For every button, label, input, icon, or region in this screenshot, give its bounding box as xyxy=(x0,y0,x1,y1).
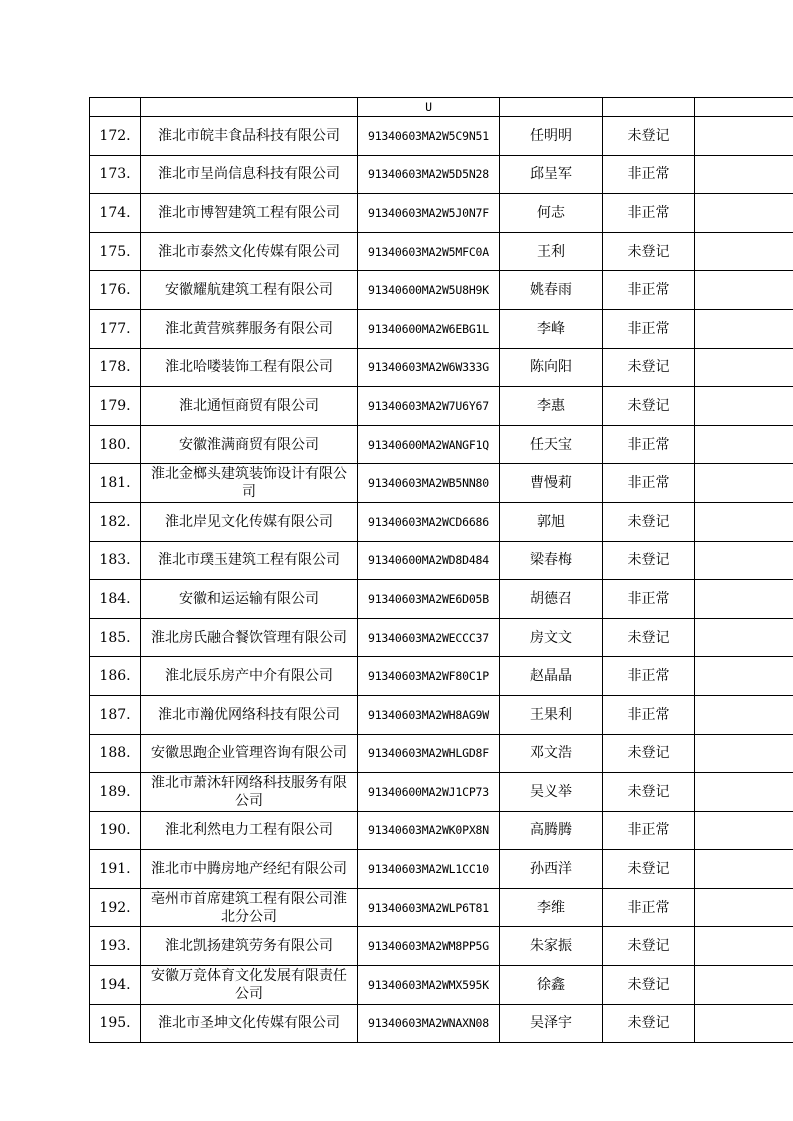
table-row xyxy=(90,850,793,889)
cell-credit-code-text: 91340603MA2W6W333G xyxy=(367,360,490,375)
cell-legal-person-text: 何志 xyxy=(537,204,565,221)
cell-extra xyxy=(695,773,793,812)
cell-extra xyxy=(695,966,793,1005)
cell-status xyxy=(603,695,695,734)
cell-legal-person xyxy=(500,348,603,387)
cell-status-text: 未登记 xyxy=(627,783,670,800)
cell-number-text: 175. xyxy=(99,243,131,260)
cell-credit-code-text: 91340603MA2WHLGD8F xyxy=(367,746,490,761)
cell-credit-code-text: 91340600MA2WJ1CP73 xyxy=(367,784,490,799)
cell-legal-person xyxy=(500,502,603,541)
cell-extra xyxy=(695,387,793,426)
cell-credit-code-text: 91340603MA2WB5NN80 xyxy=(367,476,490,491)
cell-status-text: 未登记 xyxy=(627,745,670,762)
cell-credit-code-text: 91340603MA2WE6D05B xyxy=(367,591,490,606)
cell-company-name-text: 淮北金榔头建筑装饰设计有限公司 xyxy=(151,466,347,501)
cell-company-name-text: 安徽思跑企业管理咨询有限公司 xyxy=(151,745,347,762)
cell-company-name-text: 淮北市圣坤文化传媒有限公司 xyxy=(158,1015,340,1032)
cell-number-text: 172. xyxy=(99,127,131,144)
cell-status-text: 未登记 xyxy=(627,552,670,569)
cell-status xyxy=(603,811,695,850)
cell-number-text: 184. xyxy=(99,590,131,607)
cell-legal-person xyxy=(500,117,603,156)
cell-legal-person xyxy=(500,155,603,194)
cell-status xyxy=(603,271,695,310)
cell-extra xyxy=(695,502,793,541)
cell-status xyxy=(603,773,695,812)
table-row xyxy=(90,464,793,503)
cell-credit-code-text: 91340603MA2W5MFC0A xyxy=(367,244,490,259)
cell-number-text: 185. xyxy=(99,629,131,646)
cell-number-text: 195. xyxy=(99,1015,131,1032)
cell-legal-person-text: 梁春梅 xyxy=(530,552,572,569)
cell-credit-code xyxy=(358,271,500,310)
cell-company-name-text: 淮北市泰然文化传媒有限公司 xyxy=(158,243,340,260)
cell-legal-person-text: 房文文 xyxy=(530,629,572,646)
cell-number-text: 173. xyxy=(99,166,131,183)
cell-status xyxy=(603,888,695,927)
cell-credit-code-text: 91340600MA2W5U8H9K xyxy=(367,283,490,298)
cell-status xyxy=(603,541,695,580)
cell-credit-code xyxy=(358,850,500,889)
cell-legal-person-text: 郭旭 xyxy=(537,513,565,530)
cell-status xyxy=(603,502,695,541)
cell-company-name-text: 淮北黄营殡葬服务有限公司 xyxy=(165,320,333,337)
cell-number xyxy=(90,464,141,503)
cell-number xyxy=(90,98,141,117)
cell-credit-code xyxy=(358,309,500,348)
cell-credit-code-text: 91340603MA2WLP6T81 xyxy=(367,900,490,915)
cell-number-text: 194. xyxy=(99,976,131,993)
cell-company-name-text: 淮北岸见文化传媒有限公司 xyxy=(165,513,333,530)
cell-extra xyxy=(695,850,793,889)
cell-legal-person-text: 高腾腾 xyxy=(530,822,572,839)
cell-credit-code xyxy=(358,657,500,696)
continuation-row xyxy=(90,98,793,117)
cell-credit-code xyxy=(358,98,500,117)
cell-legal-person-text: 王利 xyxy=(537,243,565,260)
cell-status-text: 未登记 xyxy=(627,243,670,260)
cell-legal-person xyxy=(500,425,603,464)
cell-legal-person-text: 邱呈军 xyxy=(530,166,572,183)
cell-legal-person xyxy=(500,387,603,426)
cell-legal-person xyxy=(500,618,603,657)
cell-company-name-text: 淮北凯扬建筑劳务有限公司 xyxy=(165,938,333,955)
cell-extra xyxy=(695,927,793,966)
table-row xyxy=(90,117,793,156)
cell-status xyxy=(603,425,695,464)
cell-legal-person-text: 邓文浩 xyxy=(530,745,572,762)
cell-company-name xyxy=(141,309,358,348)
cell-extra xyxy=(695,734,793,773)
cell-company-name xyxy=(141,580,358,619)
cell-status-text: 非正常 xyxy=(627,320,670,337)
cell-status-text: 未登记 xyxy=(627,938,670,955)
cell-legal-person xyxy=(500,232,603,271)
table-row xyxy=(90,927,793,966)
cell-credit-code xyxy=(358,464,500,503)
cell-company-name xyxy=(141,271,358,310)
cell-legal-person xyxy=(500,850,603,889)
cell-status-text: 未登记 xyxy=(627,127,670,144)
cell-number xyxy=(90,734,141,773)
cell-legal-person xyxy=(500,927,603,966)
cell-status xyxy=(603,464,695,503)
cell-company-name xyxy=(141,98,358,117)
cell-status-text: 未登记 xyxy=(627,359,670,376)
table-body xyxy=(90,98,793,1043)
cell-status-text: 非正常 xyxy=(627,282,670,299)
cell-number xyxy=(90,888,141,927)
table-row xyxy=(90,734,793,773)
cell-company-name xyxy=(141,695,358,734)
cell-company-name-text: 亳州市首席建筑工程有限公司淮北分公司 xyxy=(151,890,347,925)
cell-legal-person xyxy=(500,734,603,773)
cell-legal-person xyxy=(500,657,603,696)
cell-status-text: 非正常 xyxy=(627,822,670,839)
cell-status xyxy=(603,927,695,966)
cell-legal-person xyxy=(500,888,603,927)
cell-credit-code xyxy=(358,232,500,271)
cell-status xyxy=(603,348,695,387)
cell-company-name-text: 淮北房氏融合餐饮管理有限公司 xyxy=(151,629,347,646)
cell-company-name-text: 淮北利然电力工程有限公司 xyxy=(165,822,333,839)
cell-legal-person-text: 李惠 xyxy=(537,397,565,414)
cell-credit-code xyxy=(358,541,500,580)
cell-company-name-text: 安徽万竞体育文化发展有限责任公司 xyxy=(151,967,347,1002)
cell-company-name-text: 安徽和运运输有限公司 xyxy=(179,590,319,607)
table-row xyxy=(90,271,793,310)
cell-legal-person-text: 赵晶晶 xyxy=(530,668,572,685)
cell-credit-code-text: 91340603MA2WK0PX8N xyxy=(367,823,490,838)
cell-number xyxy=(90,657,141,696)
cell-legal-person-text: 吴泽宇 xyxy=(530,1015,572,1032)
cell-status-text: 非正常 xyxy=(627,899,670,916)
cell-company-name xyxy=(141,1004,358,1043)
credit-code-tail: U xyxy=(425,100,432,114)
cell-legal-person-text: 胡德召 xyxy=(530,590,572,607)
cell-company-name-text: 淮北哈喽装饰工程有限公司 xyxy=(165,359,333,376)
cell-extra xyxy=(695,580,793,619)
cell-number xyxy=(90,194,141,233)
cell-legal-person-text: 曹慢莉 xyxy=(530,475,572,492)
cell-status xyxy=(603,117,695,156)
cell-credit-code xyxy=(358,695,500,734)
cell-status xyxy=(603,98,695,117)
cell-number xyxy=(90,425,141,464)
cell-credit-code-text: 91340603MA2WH8AG9W xyxy=(367,707,490,722)
cell-credit-code xyxy=(358,194,500,233)
cell-status-text: 未登记 xyxy=(627,397,670,414)
cell-number xyxy=(90,927,141,966)
cell-legal-person xyxy=(500,695,603,734)
cell-company-name xyxy=(141,232,358,271)
cell-status xyxy=(603,657,695,696)
cell-company-name-text: 淮北市璞玉建筑工程有限公司 xyxy=(158,552,340,569)
company-registry-table xyxy=(89,97,793,1043)
cell-credit-code-text: 91340600MA2W6EBG1L xyxy=(367,321,490,336)
cell-company-name-text: 淮北市博智建筑工程有限公司 xyxy=(158,204,340,221)
cell-number xyxy=(90,387,141,426)
cell-company-name xyxy=(141,425,358,464)
cell-extra xyxy=(695,464,793,503)
cell-number xyxy=(90,1004,141,1043)
cell-status-text: 非正常 xyxy=(627,668,670,685)
cell-extra xyxy=(695,117,793,156)
cell-company-name xyxy=(141,155,358,194)
cell-company-name-text: 安徽淮满商贸有限公司 xyxy=(179,436,319,453)
cell-company-name-text: 安徽耀航建筑工程有限公司 xyxy=(165,282,333,299)
cell-credit-code xyxy=(358,117,500,156)
table-row xyxy=(90,232,793,271)
cell-extra xyxy=(695,155,793,194)
cell-number xyxy=(90,502,141,541)
cell-legal-person-text: 徐鑫 xyxy=(537,976,565,993)
cell-extra xyxy=(695,194,793,233)
cell-extra xyxy=(695,695,793,734)
cell-credit-code-text: 91340600MA2WANGF1Q xyxy=(367,437,490,452)
cell-credit-code xyxy=(358,966,500,1005)
cell-company-name-text: 淮北市呈尚信息科技有限公司 xyxy=(158,166,340,183)
cell-number xyxy=(90,618,141,657)
cell-status xyxy=(603,155,695,194)
cell-extra xyxy=(695,1004,793,1043)
cell-status xyxy=(603,309,695,348)
cell-number-text: 182. xyxy=(99,513,131,530)
table-row xyxy=(90,695,793,734)
cell-status xyxy=(603,232,695,271)
cell-status-text: 未登记 xyxy=(627,976,670,993)
cell-company-name-text: 淮北通恒商贸有限公司 xyxy=(179,397,319,414)
table-row xyxy=(90,618,793,657)
cell-credit-code-text: 91340603MA2WL1CC10 xyxy=(367,862,490,877)
cell-status-text: 非正常 xyxy=(627,204,670,221)
cell-company-name xyxy=(141,387,358,426)
cell-legal-person xyxy=(500,309,603,348)
cell-status-text: 未登记 xyxy=(627,513,670,530)
cell-credit-code xyxy=(358,734,500,773)
cell-legal-person-text: 李维 xyxy=(537,899,565,916)
cell-number xyxy=(90,117,141,156)
cell-credit-code-text: 91340603MA2WF80C1P xyxy=(367,669,490,684)
cell-credit-code xyxy=(358,387,500,426)
cell-credit-code-text: 91340603MA2W5D5N28 xyxy=(367,167,490,182)
cell-company-name xyxy=(141,464,358,503)
cell-company-name xyxy=(141,773,358,812)
cell-status-text: 非正常 xyxy=(627,436,670,453)
cell-number-text: 180. xyxy=(99,436,131,453)
table-row xyxy=(90,348,793,387)
cell-legal-person xyxy=(500,98,603,117)
cell-number-text: 176. xyxy=(99,282,131,299)
cell-number-text: 187. xyxy=(99,706,131,723)
cell-company-name xyxy=(141,734,358,773)
cell-number-text: 192. xyxy=(99,899,131,916)
cell-legal-person xyxy=(500,271,603,310)
cell-credit-code-text: 91340603MA2W5C9N51 xyxy=(367,128,490,143)
cell-credit-code xyxy=(358,502,500,541)
cell-credit-code xyxy=(358,773,500,812)
cell-number xyxy=(90,271,141,310)
cell-extra xyxy=(695,98,793,117)
cell-legal-person-text: 孙西洋 xyxy=(530,861,572,878)
cell-credit-code xyxy=(358,348,500,387)
cell-number-text: 174. xyxy=(99,204,131,221)
cell-company-name-text: 淮北市皖丰食品科技有限公司 xyxy=(158,127,340,144)
cell-legal-person xyxy=(500,464,603,503)
cell-credit-code-text: 91340603MA2WNAXN08 xyxy=(367,1016,490,1031)
cell-company-name xyxy=(141,541,358,580)
cell-extra xyxy=(695,348,793,387)
cell-number xyxy=(90,773,141,812)
cell-company-name-text: 淮北市中腾房地产经纪有限公司 xyxy=(151,861,347,878)
cell-status xyxy=(603,387,695,426)
cell-extra xyxy=(695,232,793,271)
cell-number-text: 186. xyxy=(99,668,131,685)
cell-legal-person-text: 姚春雨 xyxy=(530,282,572,299)
cell-number-text: 193. xyxy=(99,938,131,955)
cell-company-name xyxy=(141,618,358,657)
cell-status-text: 未登记 xyxy=(627,629,670,646)
cell-number-text: 189. xyxy=(99,783,131,800)
cell-status-text: 非正常 xyxy=(627,590,670,607)
cell-status xyxy=(603,194,695,233)
cell-company-name xyxy=(141,850,358,889)
cell-credit-code-text: 91340603MA2W5J0N7F xyxy=(367,205,490,220)
cell-credit-code-text: 91340603MA2WM8PP5G xyxy=(367,939,490,954)
cell-credit-code xyxy=(358,927,500,966)
table-row xyxy=(90,425,793,464)
cell-legal-person-text: 朱家振 xyxy=(530,938,572,955)
cell-credit-code xyxy=(358,425,500,464)
cell-legal-person xyxy=(500,194,603,233)
cell-credit-code-text: 91340600MA2WD8D484 xyxy=(367,553,490,568)
cell-status xyxy=(603,618,695,657)
table-row xyxy=(90,309,793,348)
cell-number xyxy=(90,580,141,619)
cell-number-text: 177. xyxy=(99,320,131,337)
cell-legal-person xyxy=(500,773,603,812)
cell-number xyxy=(90,966,141,1005)
cell-status-text: 未登记 xyxy=(627,861,670,878)
cell-status xyxy=(603,734,695,773)
cell-extra xyxy=(695,618,793,657)
cell-number-text: 188. xyxy=(99,745,131,762)
table-row xyxy=(90,773,793,812)
cell-company-name xyxy=(141,966,358,1005)
cell-number xyxy=(90,811,141,850)
cell-credit-code xyxy=(358,888,500,927)
cell-status xyxy=(603,580,695,619)
cell-credit-code xyxy=(358,580,500,619)
cell-number xyxy=(90,309,141,348)
cell-extra xyxy=(695,271,793,310)
table-row xyxy=(90,657,793,696)
table-row xyxy=(90,966,793,1005)
cell-number-text: 191. xyxy=(99,861,131,878)
cell-legal-person xyxy=(500,811,603,850)
cell-credit-code-text: 91340603MA2W7U6Y67 xyxy=(367,398,490,413)
cell-number xyxy=(90,541,141,580)
cell-status-text: 非正常 xyxy=(627,475,670,492)
table-row xyxy=(90,502,793,541)
table-row xyxy=(90,387,793,426)
table-row xyxy=(90,155,793,194)
cell-extra xyxy=(695,541,793,580)
cell-extra xyxy=(695,657,793,696)
cell-credit-code-text: 91340603MA2WCD6686 xyxy=(367,514,490,529)
cell-legal-person-text: 任天宝 xyxy=(530,436,572,453)
cell-credit-code-text: 91340603MA2WMX595K xyxy=(367,977,490,992)
cell-legal-person xyxy=(500,541,603,580)
cell-number xyxy=(90,155,141,194)
cell-company-name-text: 淮北市瀚优网络科技有限公司 xyxy=(158,706,340,723)
cell-legal-person-text: 王果利 xyxy=(530,706,572,723)
cell-number-text: 178. xyxy=(99,359,131,376)
cell-company-name xyxy=(141,888,358,927)
cell-extra xyxy=(695,811,793,850)
cell-status xyxy=(603,1004,695,1043)
cell-credit-code xyxy=(358,811,500,850)
cell-legal-person-text: 李峰 xyxy=(537,320,565,337)
cell-number xyxy=(90,695,141,734)
cell-company-name-text: 淮北市萧沐轩网络科技服务有限公司 xyxy=(151,774,347,809)
cell-status-text: 非正常 xyxy=(627,706,670,723)
cell-legal-person-text: 任明明 xyxy=(530,127,572,144)
cell-credit-code xyxy=(358,618,500,657)
cell-number-text: 183. xyxy=(99,552,131,569)
cell-number xyxy=(90,232,141,271)
cell-status-text: 未登记 xyxy=(627,1015,670,1032)
cell-company-name xyxy=(141,502,358,541)
cell-legal-person xyxy=(500,966,603,1005)
table-row xyxy=(90,580,793,619)
table-row xyxy=(90,1004,793,1043)
cell-number xyxy=(90,850,141,889)
table-row xyxy=(90,888,793,927)
cell-number xyxy=(90,348,141,387)
cell-company-name xyxy=(141,811,358,850)
cell-extra xyxy=(695,309,793,348)
table-row xyxy=(90,541,793,580)
cell-company-name-text: 淮北辰乐房产中介有限公司 xyxy=(165,668,333,685)
cell-legal-person-text: 陈向阳 xyxy=(530,359,572,376)
cell-number-text: 179. xyxy=(99,397,131,414)
cell-status xyxy=(603,850,695,889)
cell-number-text: 190. xyxy=(99,822,131,839)
cell-company-name xyxy=(141,194,358,233)
table-row xyxy=(90,194,793,233)
cell-credit-code xyxy=(358,155,500,194)
cell-legal-person xyxy=(500,1004,603,1043)
cell-number-text: 181. xyxy=(99,475,131,492)
cell-company-name xyxy=(141,927,358,966)
cell-company-name xyxy=(141,657,358,696)
table-row xyxy=(90,811,793,850)
cell-company-name xyxy=(141,348,358,387)
cell-extra xyxy=(695,888,793,927)
cell-legal-person-text: 吴义举 xyxy=(530,783,572,800)
cell-status xyxy=(603,966,695,1005)
cell-company-name xyxy=(141,117,358,156)
cell-extra xyxy=(695,425,793,464)
cell-status-text: 非正常 xyxy=(627,166,670,183)
cell-legal-person xyxy=(500,580,603,619)
cell-credit-code-text: 91340603MA2WECCC37 xyxy=(367,630,490,645)
cell-credit-code xyxy=(358,1004,500,1043)
